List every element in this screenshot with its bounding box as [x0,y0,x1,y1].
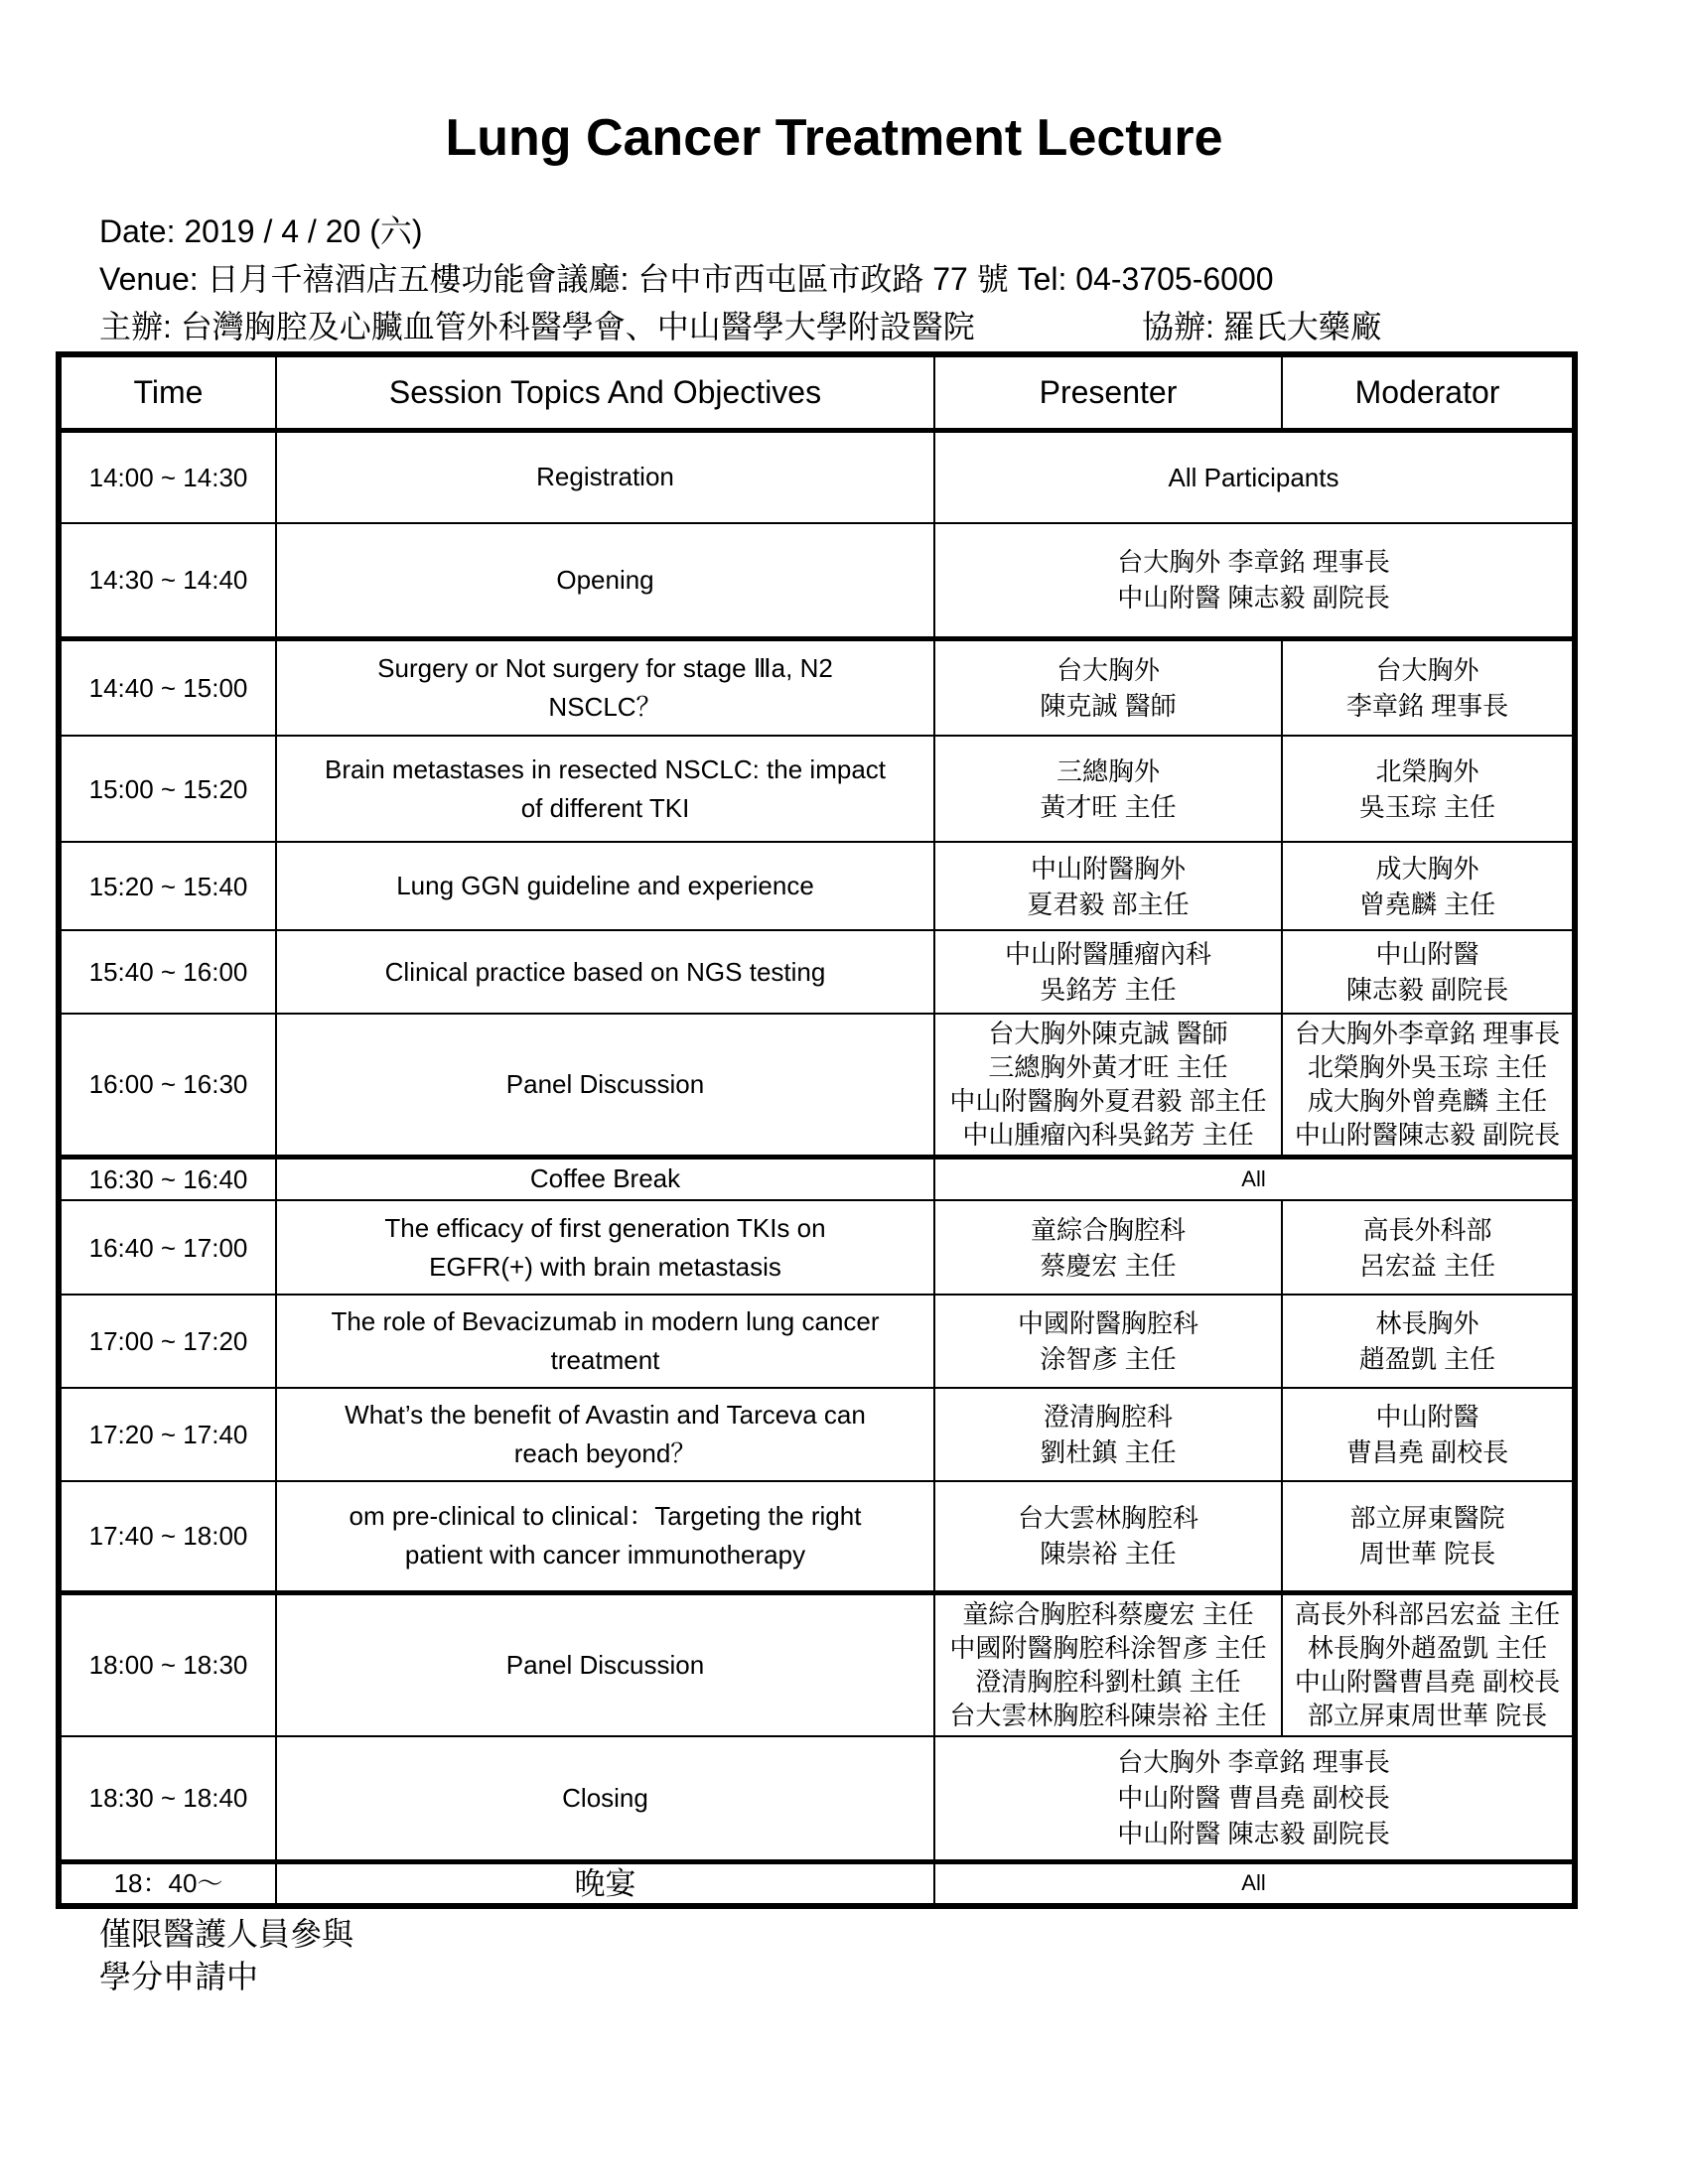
presenter-line: 中山附醫腫瘤內科 [1004,939,1211,969]
moderator-line: 中山附醫 [1375,939,1479,969]
topic-cell [276,930,934,1014]
moderator-line: 部立屏東醫院 [1349,1503,1505,1534]
topic-cell [276,1157,934,1200]
topic-line: Brain metastases in resected NSCLC: the impact [324,753,887,784]
presenter-line: 中山腫瘤內科吳銘芳 主任 [962,1120,1254,1151]
presenter-line: 童綜合胸腔科蔡慶宏 主任 [962,1599,1254,1630]
moderator-line: 曾堯麟 主任 [1358,888,1496,919]
moderator-cell [1282,930,1575,1014]
presenter-line: 中山附醫胸外夏君毅 部主任 [949,1086,1267,1117]
topic-cell [276,1592,934,1736]
presenter-line: 陳克誠 醫師 [1040,690,1177,721]
topic-cell [276,1861,934,1906]
speaker-line: All [1241,1870,1266,1895]
moderator-line: 北榮胸外 [1375,755,1479,786]
schedule-row [59,638,1575,736]
moderator-cell [1282,1592,1575,1736]
moderator-line: 曹昌堯 副校長 [1345,1437,1509,1467]
time-cell: 14:40 ~ 15:00 [59,638,276,736]
moderator-line: 高長外科部 [1362,1214,1492,1245]
footer-note: 學分申請中 [99,1958,259,1994]
speakers-cell [934,1157,1575,1200]
moderator-line: 北榮胸外吳玉琮 主任 [1307,1052,1548,1083]
topic-cell [276,638,934,736]
schedule-row [59,930,1575,1014]
time-cell: 14:30 ~ 14:40 [59,523,276,638]
presenter-line: 澄清胸腔科劉杜鎮 主任 [975,1667,1241,1698]
speaker-line: All [1241,1165,1266,1191]
topic-cell [276,523,934,638]
speaker-line: 中山附醫 陳志毅 副院長 [1117,583,1390,614]
presenter-cell [934,1014,1282,1157]
topic-line: The efficacy of first generation TKIs on [384,1212,826,1243]
time-cell: 17:40 ~ 18:00 [59,1481,276,1592]
moderator-cell [1282,1014,1575,1157]
speaker-line: 中山附醫 曹昌堯 副校長 [1117,1783,1390,1814]
column-header-presenter: Presenter [934,354,1282,430]
topic-line: EGFR(+) with brain metastasis [429,1251,781,1282]
topic-cell [276,1200,934,1295]
moderator-cell [1282,638,1575,736]
presenter-cell [934,1295,1282,1388]
presenter-line: 陳崇裕 主任 [1040,1539,1177,1570]
time-cell: 16:40 ~ 17:00 [59,1200,276,1295]
time-cell: 15:00 ~ 15:20 [59,736,276,842]
topic-line: Panel Discussion [505,1649,705,1680]
topic-line: om pre-clinical to clinical：Targeting the right [349,1501,862,1532]
topic-cell [276,1481,934,1592]
moderator-line: 部立屏東周世華 院長 [1307,1701,1548,1731]
moderator-line: 陳志毅 副院長 [1345,975,1509,1005]
schedule-row [59,1200,1575,1295]
footer-note: 僅限醫護人員參與 [99,1915,354,1952]
topic-line: The role of Bevacizumab in modern lung cancer [331,1306,880,1336]
moderator-line: 呂宏益 主任 [1358,1250,1496,1281]
topic-line: Coffee Break [529,1163,681,1194]
topic-line: Panel Discussion [505,1068,705,1099]
presenter-cell [934,842,1282,930]
topic-cell [276,1295,934,1388]
column-header-topic: Session Topics And Objectives [276,354,934,430]
schedule-row [59,1861,1575,1906]
presenter-line: 台大胸外陳克誠 醫師 [988,1019,1228,1049]
presenter-line: 吳銘芳 主任 [1040,975,1177,1005]
presenter-line: 中國附醫胸腔科 [1017,1308,1198,1338]
schedule-row [59,430,1575,523]
speakers-cell [934,1861,1575,1906]
topic-line: patient with cancer immunotherapy [404,1540,806,1570]
moderator-line: 趙盈凱 主任 [1358,1344,1496,1374]
presenter-cell [934,1388,1282,1481]
presenter-line: 三總胸外 [1055,755,1160,786]
presenter-line: 澄清胸腔科 [1043,1402,1173,1432]
presenter-line: 童綜合胸腔科 [1030,1214,1186,1245]
time-cell: 18:30 ~ 18:40 [59,1736,276,1861]
topic-cell [276,1014,934,1157]
presenter-line: 台大雲林胸腔科 [1017,1503,1198,1534]
moderator-cell [1282,736,1575,842]
presenter-cell [934,736,1282,842]
topic-line: Lung GGN guideline and experience [396,871,814,900]
presenter-cell [934,1200,1282,1295]
presenter-line: 台大胸外 [1055,654,1160,685]
presenter-line: 劉杜鎮 主任 [1040,1437,1177,1467]
schedule-row [59,736,1575,842]
moderator-line: 李章銘 理事長 [1345,690,1509,721]
topic-line: treatment [550,1345,660,1375]
presenter-cell [934,638,1282,736]
time-cell: 18:00 ~ 18:30 [59,1592,276,1736]
moderator-line: 中山附醫曹昌堯 副校長 [1294,1667,1561,1698]
topic-line: reach beyond？ [513,1438,697,1468]
moderator-cell [1282,842,1575,930]
time-cell: 16:30 ~ 16:40 [59,1157,276,1200]
speaker-line: 台大胸外 李章銘 理事長 [1117,547,1390,578]
moderator-line: 台大胸外李章銘 理事長 [1294,1019,1561,1049]
schedule-row [59,1014,1575,1157]
schedule-row [59,1736,1575,1861]
moderator-line: 林長胸外趙盈凱 主任 [1307,1633,1548,1664]
presenter-cell [934,930,1282,1014]
moderator-line: 林長胸外 [1375,1308,1479,1338]
presenter-line: 台大雲林胸腔科陳崇裕 主任 [949,1701,1267,1731]
time-cell: 14:00 ~ 14:30 [59,430,276,523]
moderator-cell [1282,1481,1575,1592]
schedule-table [56,351,1578,1909]
presenter-line: 夏君毅 部主任 [1027,888,1190,919]
topic-cell [276,1388,934,1481]
column-header-moderator: Moderator [1282,354,1575,430]
presenter-line: 黃才旺 主任 [1040,791,1177,822]
moderator-cell [1282,1295,1575,1388]
footer-notes [56,1909,1572,1998]
moderator-line: 成大胸外曾堯麟 主任 [1307,1086,1548,1117]
time-cell: 17:00 ~ 17:20 [59,1295,276,1388]
schedule-row [59,1592,1575,1736]
speakers-cell [934,1736,1575,1861]
topic-cell [276,736,934,842]
speakers-cell [934,430,1575,523]
time-cell: 18：40～ [59,1861,276,1906]
co-host-line: 協辦: 羅氏大藥廠 [1142,309,1382,344]
moderator-cell [1282,1200,1575,1295]
speaker-line: 中山附醫 陳志毅 副院長 [1117,1819,1390,1849]
moderator-line: 周世華 院長 [1358,1539,1496,1570]
presenter-cell [934,1481,1282,1592]
speaker-line: 台大胸外 李章銘 理事長 [1117,1747,1390,1778]
topic-cell [276,1736,934,1861]
topic-cell [276,430,934,523]
schedule-row [59,1388,1575,1481]
speaker-line: All Participants [1168,462,1339,492]
moderator-line: 成大胸外 [1375,853,1479,884]
presenter-line: 中山附醫胸外 [1030,853,1186,884]
topic-line: of different TKI [520,792,690,823]
schedule-section [56,351,1572,1998]
topic-line: Registration [536,462,674,492]
time-cell: 15:40 ~ 16:00 [59,930,276,1014]
topic-line: Closing [562,1782,648,1813]
schedule-row [59,1295,1575,1388]
topic-line: What’s the benefit of Avastin and Tarceva can [345,1400,866,1430]
venue-line: Venue: 日月千禧酒店五樓功能會議廳: 台中市西屯區市政路 77 號 Tel: 04-3705-6000 [99,261,1274,297]
schedule-row [59,1481,1575,1592]
presenter-line: 三總胸外黃才旺 主任 [988,1052,1228,1083]
time-cell: 16:00 ~ 16:30 [59,1014,276,1157]
topic-line: Clinical practice based on NGS testing [384,956,826,987]
topic-line: Opening [556,564,654,595]
host-line: 主辦: 台灣胸腔及心臟血管外科醫學會、中山醫學大學附設醫院 [99,309,975,344]
moderator-line: 吳玉琮 主任 [1358,791,1496,822]
schedule-row [59,842,1575,930]
presenter-line: 中國附醫胸腔科涂智彥 主任 [949,1633,1267,1664]
presenter-cell [934,1592,1282,1736]
moderator-line: 高長外科部呂宏益 主任 [1294,1599,1561,1630]
presenter-line: 蔡慶宏 主任 [1040,1250,1177,1281]
speakers-cell [934,523,1575,638]
time-cell: 17:20 ~ 17:40 [59,1388,276,1481]
date-line: Date: 2019 / 4 / 20 (六) [99,213,423,249]
page-title: Lung Cancer Treatment Lecture [445,109,1223,167]
presenter-line: 涂智彥 主任 [1040,1344,1177,1374]
time-cell: 15:20 ~ 15:40 [59,842,276,930]
moderator-line: 中山附醫 [1375,1402,1479,1432]
moderator-line: 中山附醫陳志毅 副院長 [1294,1120,1561,1151]
moderator-cell [1282,1388,1575,1481]
schedule-row [59,523,1575,638]
header-row [59,354,1575,430]
moderator-line: 台大胸外 [1375,654,1479,685]
column-header-time: Time [59,354,276,430]
schedule-row [59,1157,1575,1200]
topic-line: NSCLC？ [548,691,662,722]
topic-cell [276,842,934,930]
topic-line: 晚宴 [574,1865,636,1901]
topic-line: Surgery or Not surgery for stage Ⅲa, N2 [377,652,833,683]
